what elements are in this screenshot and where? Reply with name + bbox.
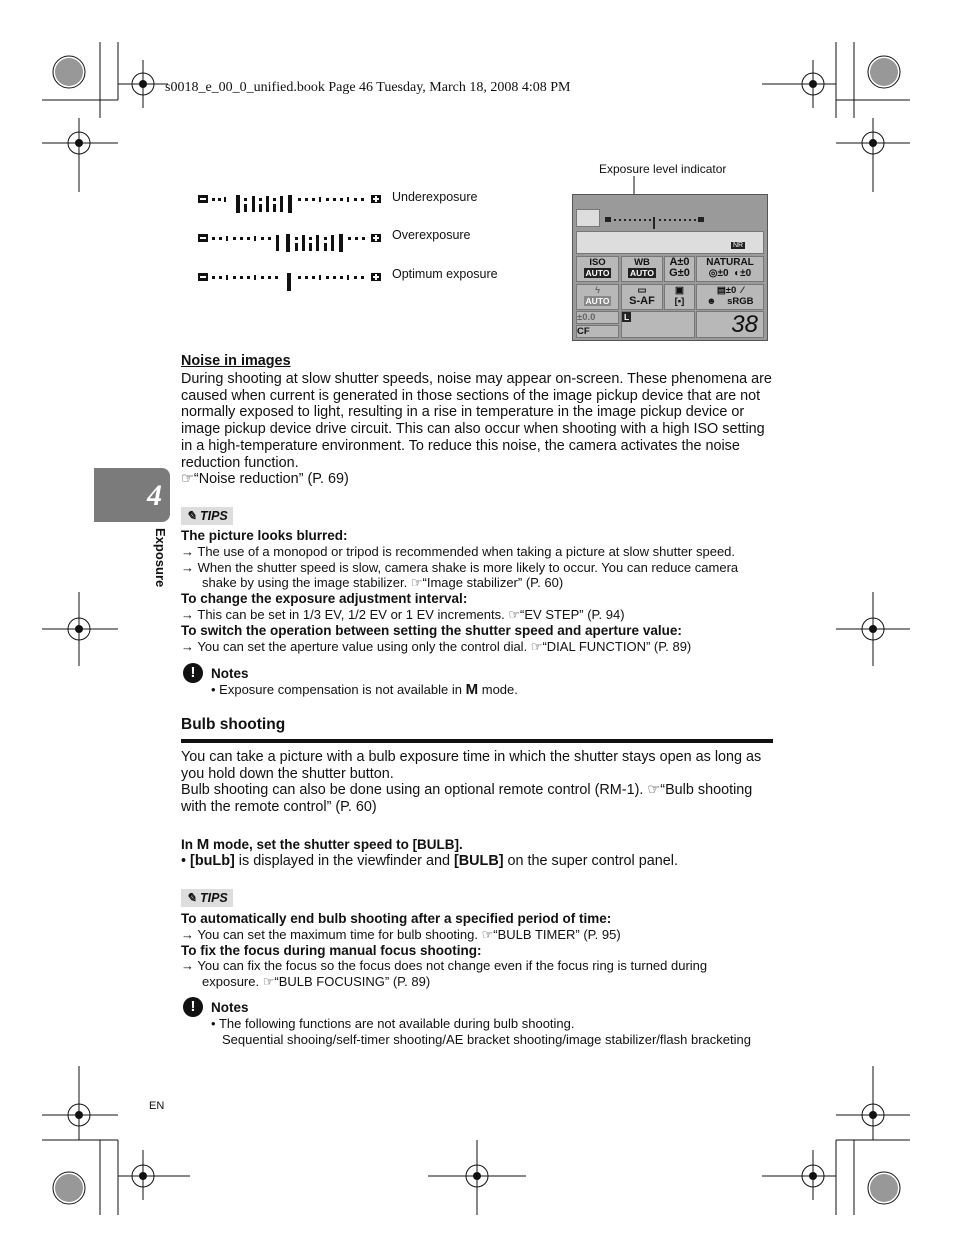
exposure-scale-optimum xyxy=(198,269,388,293)
ev-step-link[interactable]: “EV STEP” (P. 94) xyxy=(520,606,625,622)
exposure-scale-over xyxy=(198,230,388,254)
bulb-focusing-link[interactable]: “BULB FOCUSING” (P. 89) xyxy=(274,974,431,990)
noise-heading: Noise in images xyxy=(181,353,291,369)
notes1-item: • Exposure compensation is not available in M mode. xyxy=(211,681,518,698)
book-header: s0018_e_00_0_unified.book Page 46 Tuesday, March 18, 2008 4:08 PM xyxy=(165,80,571,95)
shutter-box xyxy=(576,209,600,227)
saturation-icon: ▤ xyxy=(716,285,726,296)
metering-icon: ▣ xyxy=(675,285,684,296)
indicator-caption: Exposure level indicator xyxy=(599,162,727,176)
optimum-exposure-label: Optimum exposure xyxy=(392,267,498,281)
flash-comp-cell: ±0.0 xyxy=(576,311,619,324)
af-area-icon: [▪] xyxy=(674,296,685,307)
drive-icon: ▭ xyxy=(637,285,647,296)
exposure-scale-under xyxy=(198,191,388,215)
notes2-label: Notes xyxy=(211,1000,249,1015)
face-icon: ☻ xyxy=(706,296,717,307)
noise-body: During shooting at slow shutter speeds, noise may appear on-screen. These phenomena are caused when current is generated in those sections of the image pickup device that are not normally exposed to light, resulting in a rise in temperature in the image pickup device or image pickup device drive circuit. This can also occur when shooting with a high ISO setting in a high-temperature environment. To reduce this noise, the camera activates the noise reduction function. ☞“Noise reduction” (P. 69) xyxy=(181,371,772,488)
bulb-remote-link[interactable]: “Bulb shooting xyxy=(660,782,753,799)
contrast-icon: ◐ xyxy=(734,268,741,279)
dial-function-link[interactable]: “DIAL FUNCTION” (P. 89) xyxy=(542,638,692,654)
section-rule xyxy=(181,739,773,743)
wb-adjust-cell: A±0 G±0 xyxy=(664,256,695,282)
underexposure-label: Underexposure xyxy=(392,190,478,204)
gradation-icon: ⁄ xyxy=(741,285,744,296)
notes-icon: ! xyxy=(183,663,203,683)
tips1-content: The picture looks blurred: → The use of a monopod or tripod is recommended when taking a picture at slow shutter speed. → When the shutter speed is slow, camera shake is more likely to occur. You can reduce camera shake by using the image stabilizer. ☞“Image stabilizer” (P. 60) To change the exposure adjustment interval: → This can be set in 1/3 EV, 1/2 EV or 1 EV increments. ☞“EV STEP” (P. 94) To switch the operation between setting the shutter speed and aperture value: → You can set the aperture value using only the control dial. ☞“DIAL FUNCTION” (P. 89) xyxy=(181,528,739,654)
tips-icon: ✎ xyxy=(186,509,197,523)
flash-cell: ϟ AUTO xyxy=(576,284,619,310)
notes2-item: • The following functions are not available during bulb shooting. Sequential shooing/self-timer shooting/AE bracket shooting/image stabilizer/flash bracketing xyxy=(211,1016,751,1047)
color-space-cell: ▤±0 ⁄ ☻ sRGB xyxy=(696,284,764,310)
frame-count-cell: 38 xyxy=(696,311,764,338)
chapter-tab: 4 xyxy=(94,468,170,522)
tips2-content: To automatically end bulb shooting after a specified period of time: → You can set the maximum time for bulb shooting. ☞“BULB TIMER” (P. 95) To fix the focus during manual focus shooting: → You can fix the focus so the focus does not change even if the focus ring is turned during exposure. ☞“BULB FOCUSING” (P. 89) xyxy=(181,911,708,990)
noise-reduction-link[interactable]: “Noise reduction” (P. 69) xyxy=(193,471,349,488)
picture-mode-cell: NATURAL ◎±0 ◐±0 xyxy=(696,256,764,282)
record-mode-cell: L xyxy=(621,311,695,338)
sharpness-icon: ◎ xyxy=(708,268,718,279)
bulb-timer-link[interactable]: “BULB TIMER” (P. 95) xyxy=(493,926,621,942)
reference-icon: ☞ xyxy=(181,471,194,488)
card-cell: CF xyxy=(576,325,619,338)
af-cell: ▭ S-AF xyxy=(621,284,663,310)
image-stabilizer-link[interactable]: “Image stabilizer” (P. 60) xyxy=(422,575,564,591)
footer-lang: EN xyxy=(149,1100,165,1112)
iso-cell: ISO AUTO xyxy=(576,256,619,282)
chapter-title: Exposure xyxy=(153,528,168,588)
notes1-label: Notes xyxy=(211,666,249,681)
panel-exposure-indicator xyxy=(605,215,705,229)
tips-badge: ✎ TIPS xyxy=(181,507,233,525)
overexposure-label: Overexposure xyxy=(392,228,471,242)
bulb-bullet: • [buLb] is displayed in the viewfinder and [BULB] on the super control panel. xyxy=(181,853,678,869)
bulb-heading: Bulb shooting xyxy=(181,716,286,733)
super-control-panel xyxy=(572,194,768,341)
tips-badge-2: ✎ TIPS xyxy=(181,889,233,907)
bulb-step: In M mode, set the shutter speed to [BULB]. xyxy=(181,836,463,853)
nr-icon: NR xyxy=(733,242,744,249)
bulb-body: You can take a picture with a bulb exposure time in which the shutter stays open as long as you hold down the shutter button. Bulb shooting can also be done using an optional remote control (RM-1). ☞“Bulb shooting with the remote control” (P. 60) xyxy=(181,749,762,816)
metering-cell xyxy=(664,284,695,310)
notes-icon-2: ! xyxy=(183,997,203,1017)
tips-icon-2: ✎ xyxy=(186,891,197,905)
flash-icon: ϟ xyxy=(594,285,601,296)
wb-cell: WB AUTO xyxy=(621,256,663,282)
